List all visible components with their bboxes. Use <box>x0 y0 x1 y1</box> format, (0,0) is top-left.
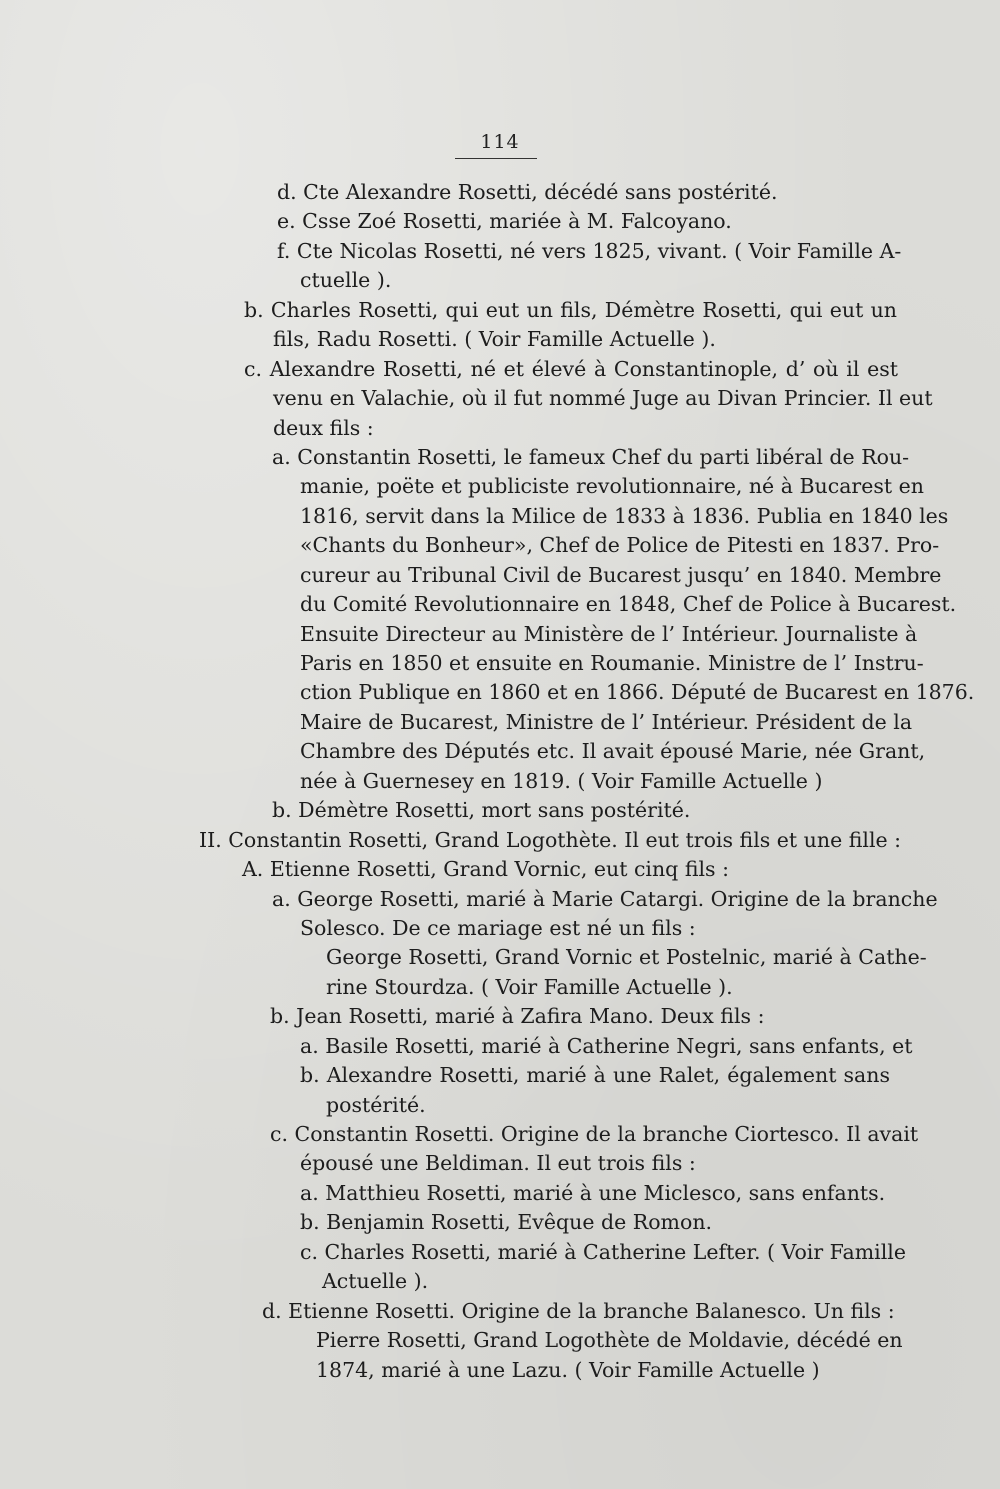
text-line: c. Alexandre Rosetti, né et élevé à Constantinople, d’ où il est <box>244 356 898 381</box>
text-line: a. Basile Rosetti, marié à Catherine Negri, sans enfants, et <box>300 1033 913 1058</box>
text-line: venu en Valachie, où il fut nommé Juge au Divan Princier. Il eut <box>273 386 933 411</box>
text-line: II. Constantin Rosetti, Grand Logothète. Il eut trois fils et une fille : <box>199 827 902 852</box>
text-line: b. Démètre Rosetti, mort sans postérité. <box>272 798 691 823</box>
text-line: b. Alexandre Rosetti, marié à une Ralet, également sans <box>300 1063 890 1088</box>
text-line: du Comité Revolutionnaire en 1848, Chef de Police à Bucarest. <box>300 592 957 617</box>
text-line: a. Constantin Rosetti, le fameux Chef du parti libéral de Rou- <box>272 444 910 469</box>
text-line: manie, poëte et publiciste revolutionnaire, né à Bucarest en <box>300 474 924 499</box>
text-line: d. Cte Alexandre Rosetti, décédé sans postérité. <box>277 180 778 204</box>
text-line: f. Cte Nicolas Rosetti, né vers 1825, vivant. ( Voir Famille A- <box>277 238 902 263</box>
text-line: b. Jean Rosetti, marié à Zafira Mano. Deux fils : <box>270 1004 765 1029</box>
text-line: a. Matthieu Rosetti, marié à une Miclesco, sans enfants. <box>300 1180 886 1205</box>
text-line: ction Publique en 1860 et en 1866. Député de Bucarest en 1876. <box>300 680 975 705</box>
text-line: rine Stourdza. ( Voir Famille Actuelle ). <box>326 974 733 999</box>
text-line: deux fils : <box>273 415 374 440</box>
text-line: e. Csse Zoé Rosetti, mariée à M. Falcoyano. <box>277 209 732 234</box>
text-line: a. George Rosetti, marié à Marie Catargi. Origine de la branche <box>272 886 938 911</box>
text-line: postérité. <box>326 1092 426 1117</box>
text-line: cureur au Tribunal Civil de Bucarest jusqu’ en 1840. Membre <box>300 562 942 587</box>
header-rule <box>455 158 537 159</box>
text-line: d. Etienne Rosetti. Origine de la branche Balanesco. Un fils : <box>262 1298 895 1323</box>
text-line: épousé une Beldiman. Il eut trois fils : <box>300 1151 696 1176</box>
text-line: A. Etienne Rosetti, Grand Vornic, eut cinq fils : <box>242 857 729 882</box>
text-line: George Rosetti, Grand Vornic et Postelnic, marié à Cathe- <box>326 945 927 970</box>
text-line: ctuelle ). <box>300 268 392 293</box>
document-body <box>0 178 1000 1385</box>
text-line: b. Benjamin Rosetti, Evêque de Romon. <box>300 1210 713 1235</box>
page-number: 114 <box>480 131 520 153</box>
text-line: Solesco. De ce mariage est né un fils : <box>300 915 696 940</box>
text-line: 1874, marié à une Lazu. ( Voir Famille Actuelle ) <box>316 1357 820 1382</box>
text-line: Paris en 1850 et ensuite en Roumanie. Ministre de l’ Instru- <box>300 651 924 675</box>
text-line: Maire de Bucarest, Ministre de l’ Intérieur. Président de la <box>300 709 913 734</box>
text-line: Ensuite Directeur au Ministère de l’ Intérieur. Journaliste à <box>300 621 918 646</box>
text-line: «Chants du Bonheur», Chef de Police de Pitesti en 1837. Pro- <box>300 533 940 558</box>
text-line: fils, Radu Rosetti. ( Voir Famille Actuelle ). <box>273 327 716 352</box>
text-line: c. Constantin Rosetti. Origine de la branche Ciortesco. Il avait <box>270 1122 919 1146</box>
text-line: Actuelle ). <box>322 1269 429 1294</box>
text-line: 1816, servit dans la Milice de 1833 à 1836. Publia en 1840 les <box>300 503 949 528</box>
text-line: née à Guernesey en 1819. ( Voir Famille Actuelle ) <box>300 768 823 793</box>
text-line: c. Charles Rosetti, marié à Catherine Lefter. ( Voir Famille <box>300 1239 906 1264</box>
text-line: Pierre Rosetti, Grand Logothète de Moldavie, décédé en <box>316 1328 903 1353</box>
text-line: b. Charles Rosetti, qui eut un fils, Démètre Rosetti, qui eut un <box>244 297 897 322</box>
text-line: Chambre des Députés etc. Il avait épousé Marie, née Grant, <box>300 739 926 764</box>
